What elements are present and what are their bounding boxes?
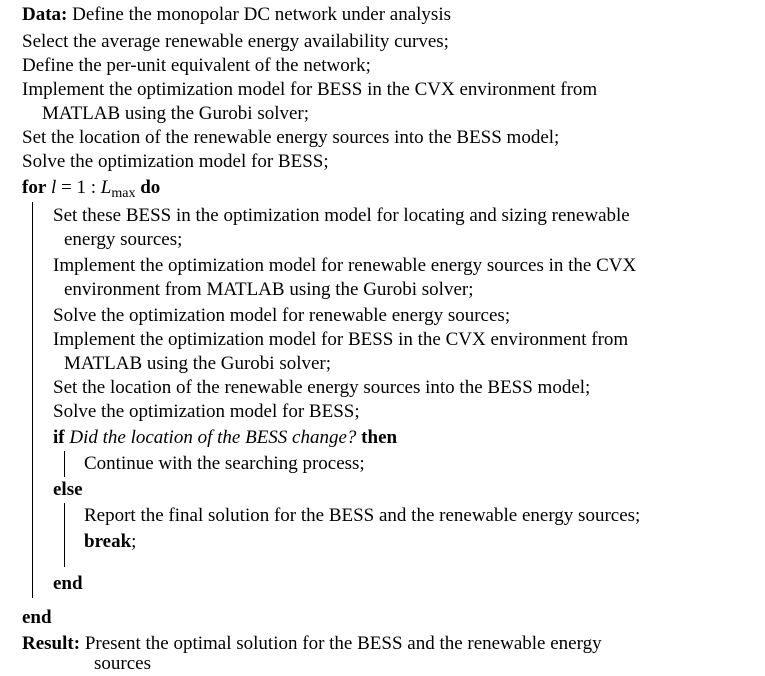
for-line [22,176,160,206]
data-text: Define the monopolar DC network under analysis [72,4,451,25]
break-suffix: ; [131,531,137,552]
if-condition: Did the location of the BESS change? [69,427,357,448]
data-keyword: Data: [22,4,68,25]
end-if-keyword: end [53,573,83,594]
loop-body-line: Implement the optimization model for renewable energy sources in the CVX [53,255,637,276]
result-line-continuation: sources [94,653,151,674]
step-line: Set the location of the renewable energy sources into the BESS model; [22,127,560,148]
loop-range: = 1 : [56,177,101,198]
result-keyword: Result: [22,633,81,654]
result-text: Present the optimal solution for the BESS and the renewable energy [84,633,602,654]
break-line [84,530,136,554]
then-keyword: then [361,427,398,448]
if-keyword: if [53,427,65,448]
step-line: Solve the optimization model for BESS; [22,151,329,172]
loop-body-line: Solve the optimization model for renewable energy sources; [53,305,511,326]
loop-body-line-continuation: energy sources; [64,229,183,250]
loop-body-line: Set the location of the renewable energy sources into the BESS model; [53,377,591,398]
do-keyword: do [140,177,161,198]
step-line-continuation: MATLAB using the Gurobi solver; [42,103,310,124]
loop-body-line: Solve the optimization model for BESS; [53,401,360,422]
then-body-line: Continue with the searching process; [84,453,365,474]
step-line: Define the per-unit equivalent of the network; [22,55,371,76]
break-keyword: break [84,531,132,552]
loop-body-line: Set these BESS in the optimization model for locating and sizing renewable [53,205,630,226]
else-scope-bar [64,503,65,567]
end-for-line [22,606,52,630]
for-scope-bar [32,202,33,598]
step-line: Select the average renewable energy availability curves; [22,31,449,52]
else-line [53,478,83,502]
loop-variable: l [51,177,57,198]
loop-body-line: Implement the optimization model for BESS in the CVX environment from [53,329,629,350]
end-if-line [53,572,83,596]
then-scope-bar [64,451,65,477]
loop-limit-subscript: max [111,186,136,201]
step-line: Implement the optimization model for BESS in the CVX environment from [22,79,598,100]
if-line [53,426,397,450]
else-keyword: else [53,479,83,500]
data-line [22,3,451,27]
loop-limit: L [100,177,112,198]
else-body-line: Report the final solution for the BESS and the renewable energy sources; [84,505,641,526]
end-for-keyword: end [22,607,52,628]
loop-body-line-continuation: environment from MATLAB using the Gurobi solver; [64,279,474,300]
for-keyword: for [22,177,47,198]
loop-body-line-continuation: MATLAB using the Gurobi solver; [64,353,332,374]
